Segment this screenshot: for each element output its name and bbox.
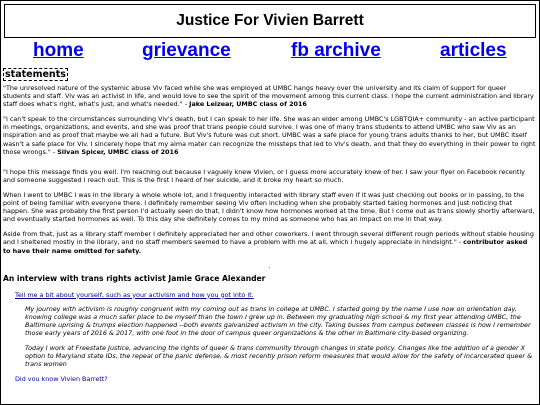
- statement-text: "I hope this message finds you well. I'm reaching out because I vaguely knew Vivien, or I guess more accurately knew of her. I saw your flyer on Facebook recently and someone suggested I reach out. This is the first I heard of her suicide, and it broke my heart so much.: [3, 167, 525, 184]
- statement-attribution: contributor asked to have their name omitted for safety.: [3, 238, 528, 255]
- interview-answer: My journey with activism is roughly congruent with my coming out as trans in college at UMBC. I started going by the name I use now on orientation day, knowing college was a much safer place to be myself than the town I grew up in. Between my graduating high school & my first year attending UMBC, the Baltimore uprising & trumps election happened --both events galvanized activism in the city. Taking busses from campus between classes is how I remember those early years of 2016 & 2017, with one foot in the door of campus queer organizations & the other in Baltimore city-based organizing.: [25, 304, 531, 337]
- interview-heading: An interview with trans rights activist Jamie Grace Alexander: [3, 273, 266, 283]
- statement-text: When I went to UMBC I was in the library a whole whole lot, and I frequently interacted with library staff even if it was just checking out books or in passing, to the point of being familiar with everyone there. I definitely remember seeing Viv often including when she probably started taking hormones and just noticing that happen. She was probably the first person I'd actually seen do that, I didn't know how hormones worked at the time. But I come out as trans slowly shortly afterward, and eventually started hormones as well. To this day she definitely comes to my mind as someone who has an impact on me in that way.: [3, 190, 535, 224]
- main-nav: [0, 40, 540, 64]
- statement-paragraph: [3, 191, 536, 223]
- nav-link-home[interactable]: home: [33, 40, 84, 61]
- statement-paragraph: [3, 230, 536, 254]
- site-header: [4, 4, 536, 38]
- statement-paragraph: [3, 84, 536, 108]
- statement-text: "I can't speak to the circumstances surrounding Viv's death, but I can speak to her life. She was an elder among UMBC's LGBTQIA+ community - an active participant in meetings, organizations, and events, and she was proof that trans people could survive. I was one of many trans students to attend UMBC who saw Viv as an inspiration and as proof that maybe we all had a future. But Viv's future was cut short. UMBC was a safe place for young trans adults thanks to her, but UMBC itself wasn't a safe place for Viv. I sincerely hope that my alma mater can recognize the missteps that led to Viv's death, and that they do everything in their power to right those wrongs." -: [3, 115, 536, 156]
- interview-question: Did you know Vivien Barrett?: [15, 375, 108, 382]
- statements-heading: statements: [5, 69, 66, 80]
- nav-link-articles[interactable]: articles: [440, 40, 507, 61]
- statement-text: "The unresolved nature of the systemic abuse Viv faced while she was employed at UMBC hangs heavy over the university and its claim of support for queer students and staff. Viv was an activist in life, and would love to see the spirit of the movement among this current class. I hope the current administration and library staff does what's right, what's just, and what's needed." -: [3, 84, 534, 109]
- statement-paragraph: [3, 115, 536, 155]
- site-title: Justice For Vivien Barrett: [176, 12, 364, 29]
- section-separator: .: [268, 261, 271, 270]
- main-content: [3, 68, 536, 381]
- nav-link-grievance[interactable]: grievance: [142, 40, 231, 61]
- interview-answer: Today I work at Freestate Justice, advancing the rights of queer & trans community through changes in state policy. Changes like the addition of a gender X option to Maryland state IDs, the repeal of the panic defense, & most recently prison reform measures that would allow for the safety of incarcerated queer & trans women: [25, 344, 533, 369]
- statement-paragraph: [3, 168, 536, 184]
- statement-attribution: Jake Leizear, UMBC class of 2016: [189, 100, 307, 109]
- statement-attribution: Silvan Spicer, UMBC class of 2016: [57, 147, 179, 156]
- nav-link-fb-archive[interactable]: fb archive: [291, 40, 381, 61]
- statement-text: Aside from that, just as a library staff member I definitely appreciated her and other coworkers. I went through several different rough periods without stable housing and I sheltered mostly in the library, and no staff members seemed to have a problem with me at all, which I hugely appreciate in hindsight." -: [3, 230, 534, 247]
- interview-question: Tell me a bit about yourself, such as your activism and how you got into it.: [15, 290, 254, 299]
